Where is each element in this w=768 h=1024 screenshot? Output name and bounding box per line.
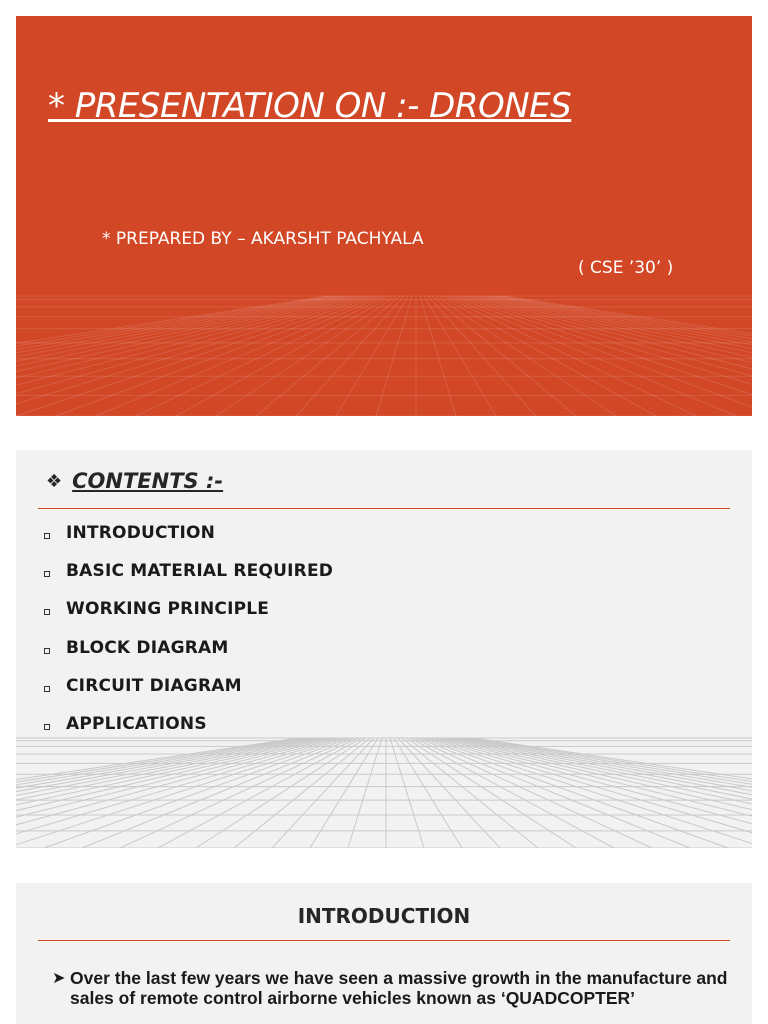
contents-item-label: BASIC MATERIAL REQUIRED — [66, 561, 334, 582]
contents-item-label: APPLICATIONS — [66, 714, 207, 735]
contents-list — [44, 514, 333, 743]
contents-item — [44, 705, 333, 743]
contents-item — [44, 514, 333, 552]
perspective-grid-decoration — [16, 16, 752, 416]
contents-item — [44, 629, 333, 667]
title-slide[interactable] — [16, 16, 752, 416]
slide-title: INTRODUCTION — [297, 904, 471, 928]
contents-item-label: INTRODUCTION — [66, 523, 216, 544]
contents-heading-text: CONTENTS :- — [72, 469, 224, 493]
class-label: ( CSE ’30’ ) — [578, 258, 674, 278]
intro-text: Over the last few years we have seen a massive growth in the manufacture and sales of remote control airborne vehicles known as ‘QUADCOPTER’ — [70, 968, 728, 1008]
contents-item — [44, 667, 333, 705]
intro-bullet — [52, 968, 730, 1008]
contents-item-label: BLOCK DIAGRAM — [66, 637, 229, 658]
square-bullet-icon — [44, 533, 50, 539]
author-line: * PREPARED BY – AKARSHT PACHYALA — [102, 229, 424, 249]
contents-item — [44, 552, 333, 590]
heading-divider — [38, 508, 730, 509]
diamond-star-icon: ❖ — [46, 470, 63, 492]
contents-item-label: CIRCUIT DIAGRAM — [66, 675, 242, 696]
square-bullet-icon — [44, 648, 50, 654]
contents-heading — [46, 469, 223, 493]
introduction-slide[interactable] — [16, 883, 752, 1024]
arrow-bullet-icon: ➤ — [52, 968, 66, 987]
square-bullet-icon — [44, 724, 50, 730]
square-bullet-icon — [44, 571, 50, 577]
contents-slide[interactable] — [16, 450, 752, 848]
square-bullet-icon — [44, 686, 50, 692]
presentation-title: * PRESENTATION ON :- DRONES — [48, 86, 572, 126]
square-bullet-icon — [44, 609, 50, 615]
contents-item-label: WORKING PRINCIPLE — [66, 599, 270, 620]
contents-item — [44, 590, 333, 628]
heading-divider — [38, 940, 730, 941]
